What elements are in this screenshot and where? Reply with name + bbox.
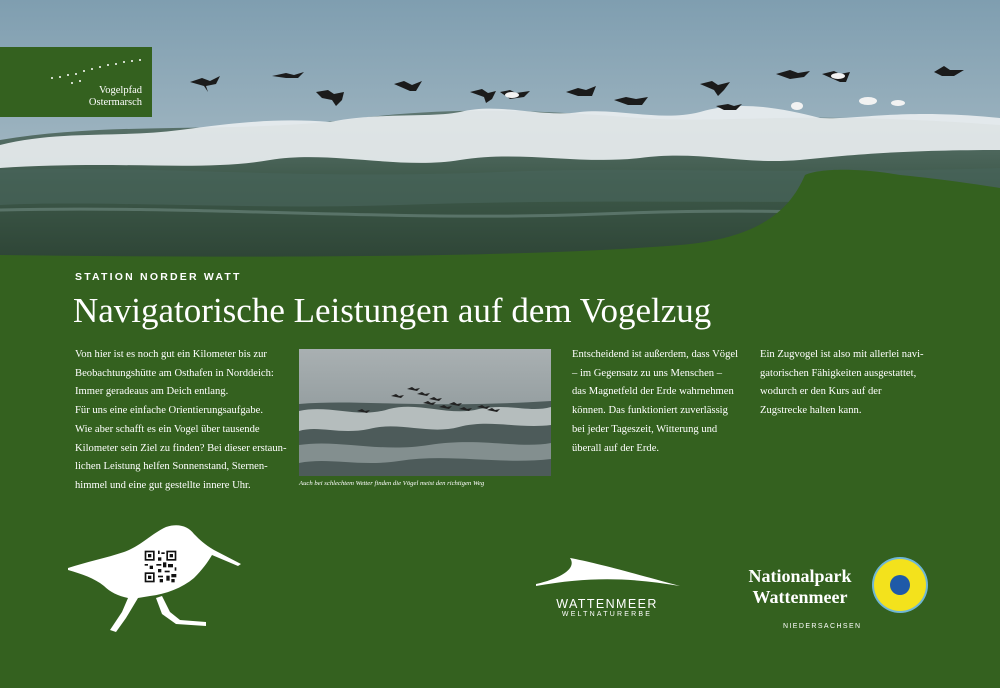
text-line: Kilometer sein Ziel zu finden? Bei dieser erstaun- — [75, 442, 287, 454]
badge-line2: Ostermarsch — [88, 97, 142, 108]
text-line: Zugstrecke halten kann. — [760, 405, 862, 417]
text-line: himmel und eine gut gestellte innere Uhr. — [75, 479, 251, 491]
text-line: Wie aber schafft es ein Vogel über tausende — [75, 423, 260, 435]
text-column-3 — [760, 346, 940, 421]
wave-icon — [532, 556, 682, 590]
nationalpark-line2: Wattenmeer — [752, 587, 848, 607]
text-line: das Magnetfeld der Erde wahrnehmen — [572, 386, 734, 398]
wattenmeer-logo — [532, 556, 682, 618]
text-line: Entscheidend ist außerdem, dass Vögel — [572, 349, 739, 360]
wattenmeer-subtitle: WELTNATURERBE — [561, 611, 653, 618]
photo-caption: Auch bei schlechtem Wetter finden die Vögel meist den richtigen Weg — [299, 480, 485, 487]
text-line: Immer geradeaus am Deich entlang. — [75, 386, 229, 398]
text-column-2 — [572, 346, 747, 458]
text-line: wodurch er den Kurs auf der — [760, 386, 882, 398]
station-label: STATION NORDER WATT — [75, 271, 242, 283]
text-line: Ein Zugvogel ist also mit allerlei navi- — [760, 349, 924, 360]
nationalpark-emblem-icon — [871, 556, 929, 614]
text-line: überall auf der Erde. — [572, 442, 660, 454]
nationalpark-region: NIEDERSACHSEN — [783, 623, 862, 630]
qr-code-icon[interactable] — [143, 549, 178, 584]
text-line: Von hier ist es noch gut ein Kilometer bis zur — [75, 349, 267, 360]
text-line: Beobachtungshütte am Osthafen in Norddeich: — [75, 367, 274, 379]
page-title: Navigatorische Leistungen auf dem Vogelzug — [73, 291, 712, 330]
text-line: lichen Leistung helfen Sonnenstand, Sternen- — [75, 461, 268, 473]
storm-photo — [299, 349, 551, 476]
text-line: – im Gegensatz zu uns Menschen – — [572, 367, 723, 379]
badge-line1: Vogelpfad — [99, 85, 142, 96]
hero-photo — [0, 0, 1000, 260]
nationalpark-name — [740, 566, 860, 608]
text-column-1 — [75, 346, 290, 496]
text-line: Für uns eine einfache Orientierungsaufgabe. — [75, 405, 263, 417]
vogelpfad-badge — [0, 47, 152, 117]
text-line: gatorischen Fähigkeiten ausgestattet, — [760, 367, 917, 379]
nationalpark-line1: Nationalpark — [748, 566, 852, 586]
bird-trail-icon — [0, 47, 152, 87]
text-line: bei jeder Tageszeit, Witterung und — [572, 423, 718, 435]
wattenmeer-title: WATTENMEER — [556, 597, 658, 611]
text-line: können. Das funktioniert zuverlässig — [572, 405, 728, 417]
